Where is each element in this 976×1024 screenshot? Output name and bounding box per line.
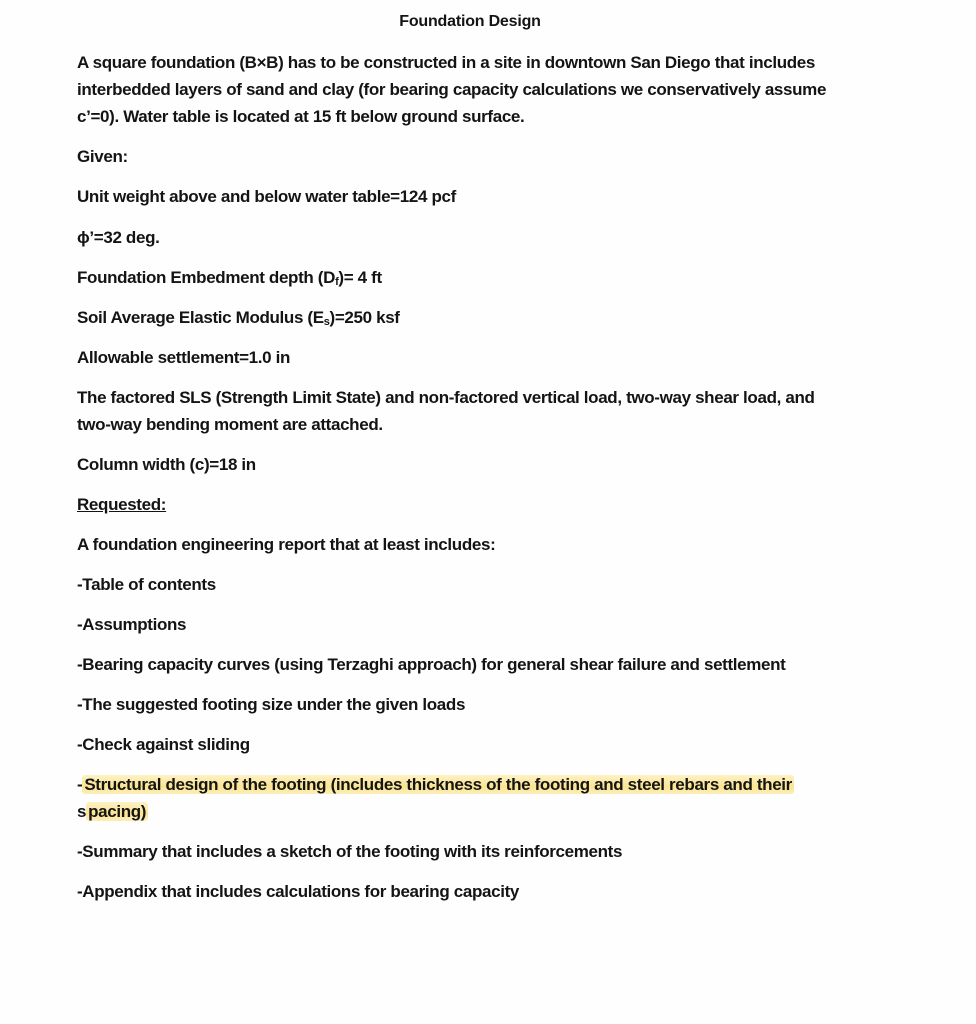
item-summary: -Summary that includes a sketch of the footing with its reinforcements <box>77 842 623 861</box>
embedment-text: Foundation Embedment depth (D <box>77 268 336 287</box>
modulus-value: )=250 ksf <box>329 308 400 327</box>
modulus-subscript: s <box>323 316 330 328</box>
loads-line-1: The factored SLS (Strength Limit State) and non-factored vertical load, two-way shear load, and <box>77 388 815 407</box>
structural-line-1 <box>77 771 877 798</box>
item-footing-size: -The suggested footing size under the given loads <box>77 695 466 714</box>
requested-heading <box>77 491 877 518</box>
document-title: Foundation Design <box>399 13 541 30</box>
structural-dash: - <box>77 775 83 794</box>
modulus-text: Soil Average Elastic Modulus (E <box>77 308 324 327</box>
embedment-subscript: f <box>335 276 339 288</box>
given-embedment-depth <box>77 264 877 291</box>
given-elastic-modulus <box>77 304 877 331</box>
highlighted-text: Structural design of the footing (includes thickness of the footing and steel rebars and their <box>84 775 792 794</box>
loads-paragraph <box>77 384 877 438</box>
loads-line-2: two-way bending moment are attached. <box>77 415 383 434</box>
intro-line-2: interbedded layers of sand and clay (for bearing capacity calculations we conservatively assume <box>77 80 827 99</box>
requested-label: Requested: <box>77 495 167 514</box>
column-width: Column width (c)=18 in <box>77 455 256 474</box>
intro-line-3: c’=0). Water table is located at 15 ft below ground surface. <box>77 107 525 126</box>
structural-line-2-start: s <box>77 802 87 821</box>
highlighted-text-2: pacing) <box>88 802 147 821</box>
given-friction-angle: ϕ’=32 deg. <box>77 228 160 247</box>
report-intro: A foundation engineering report that at least includes: <box>77 535 496 554</box>
item-table-of-contents: -Table of contents <box>77 575 216 594</box>
item-structural-design <box>77 771 877 825</box>
item-sliding-check: -Check against sliding <box>77 735 250 754</box>
item-bearing-capacity-curves: -Bearing capacity curves (using Terzaghi approach) for general shear failure and settlement <box>77 655 786 674</box>
given-unit-weight: Unit weight above and below water table=124 pcf <box>77 187 456 206</box>
item-appendix: -Appendix that includes calculations for bearing capacity <box>77 882 519 901</box>
structural-line-2 <box>77 798 877 825</box>
intro-paragraph <box>77 49 877 130</box>
given-allowable-settlement: Allowable settlement=1.0 in <box>77 348 291 367</box>
intro-line-1: A square foundation (B×B) has to be constructed in a site in downtown San Diego that includes <box>77 53 816 72</box>
embedment-value: )= 4 ft <box>338 268 382 287</box>
item-assumptions: -Assumptions <box>77 615 187 634</box>
given-label: Given: <box>77 147 128 166</box>
